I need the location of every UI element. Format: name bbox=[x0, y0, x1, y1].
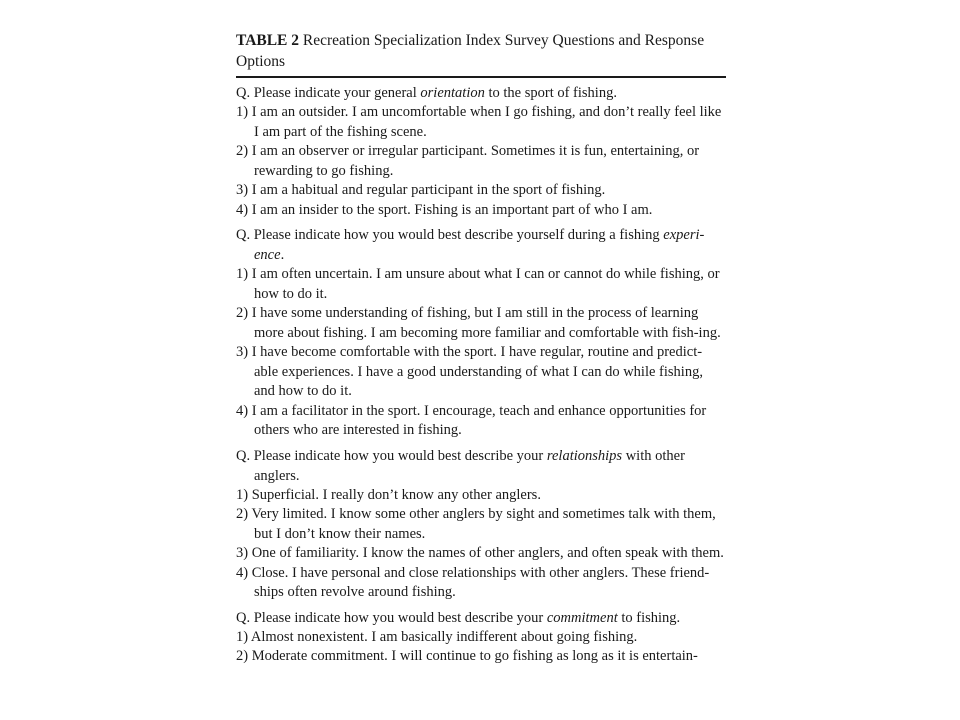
question-text: Q. Please indicate how you would best describe your relationships with other anglers. bbox=[236, 447, 685, 484]
question-block-orientation bbox=[236, 83, 726, 220]
table-caption: Recreation Specialization Index Survey Questions and Response Options bbox=[236, 32, 705, 70]
response-option: 1) I am often uncertain. I am unsure about what I can or cannot do while fishing, or how to do it. bbox=[236, 266, 720, 302]
question-block-commitment bbox=[236, 608, 726, 667]
document-page bbox=[236, 30, 726, 667]
response-option: 1) I am an outsider. I am uncomfortable when I go fishing, and don’t really feel like I am part of the fishing scene. bbox=[236, 104, 722, 140]
response-option: 2) I am an observer or irregular participant. Sometimes it is fun, entertaining, or rewarding to go fishing. bbox=[236, 143, 700, 179]
response-option: 4) I am a facilitator in the sport. I encourage, teach and enhance opportunities for others who are interested in fishing. bbox=[236, 402, 707, 438]
response-option: 3) One of familiarity. I know the names of other anglers, and often speak with them. bbox=[236, 545, 724, 561]
question-block-experience bbox=[236, 225, 726, 441]
question-text: Q. Please indicate your general orientation to the sport of fishing. bbox=[236, 85, 617, 101]
table-title bbox=[236, 30, 726, 72]
response-option: 2) Very limited. I know some other anglers by sight and sometimes talk with them, but I don’t know their names. bbox=[236, 506, 716, 542]
table-label: TABLE 2 bbox=[236, 32, 300, 49]
response-option: 3) I have become comfortable with the sport. I have regular, routine and predict-able experiences. I have a good understanding of what I can do while fishing, and how to do it. bbox=[236, 344, 703, 399]
question-text: Q. Please indicate how you would best describe your commitment to fishing. bbox=[236, 609, 681, 626]
question-emphasis: orientation bbox=[420, 85, 485, 101]
question-emphasis: relationships bbox=[546, 447, 623, 464]
response-option: 4) I am an insider to the sport. Fishing is an important part of who I am. bbox=[236, 201, 653, 218]
title-rule bbox=[236, 76, 726, 78]
response-option: 2) I have some understanding of fishing, but I am still in the process of learning more about fishing. I am becoming more familiar and comfortable with fish-ing. bbox=[236, 305, 721, 341]
response-option: 1) Almost nonexistent. I am basically indifferent about going fishing. bbox=[236, 628, 638, 645]
question-block-relationships bbox=[236, 446, 726, 603]
response-option: 2) Moderate commitment. I will continue to go fishing as long as it is entertain- bbox=[236, 648, 698, 664]
question-emphasis: experi-ence bbox=[254, 227, 705, 263]
response-option: 4) Close. I have personal and close relationships with other anglers. These friend-ships often revolve around fishing. bbox=[236, 564, 710, 600]
response-option: 3) I am a habitual and regular participant in the sport of fishing. bbox=[236, 182, 606, 198]
response-option: 1) Superficial. I really don’t know any other anglers. bbox=[236, 486, 541, 503]
question-emphasis: commitment bbox=[546, 609, 618, 626]
question-text: Q. Please indicate how you would best describe yourself during a fishing experi-ence. bbox=[236, 227, 705, 263]
